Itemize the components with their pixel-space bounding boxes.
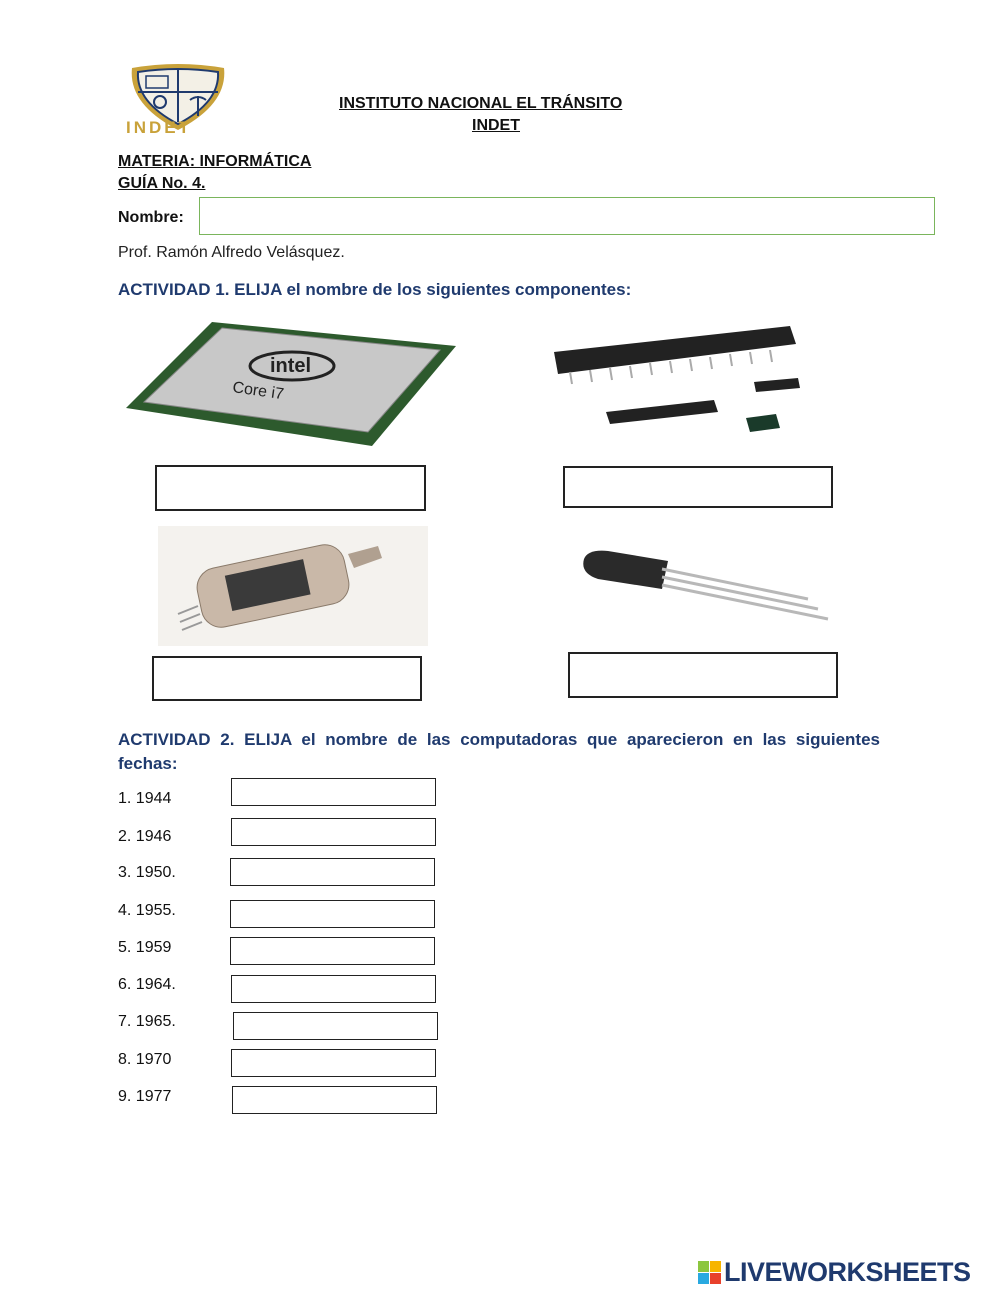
date-label-7: 7. 1965. <box>118 1013 176 1030</box>
date-answer-8[interactable] <box>231 1049 436 1077</box>
vacuum-tube-image <box>158 526 428 646</box>
date-answer-5[interactable] <box>230 937 435 965</box>
date-answer-9[interactable] <box>232 1086 437 1114</box>
ic-chips-image <box>550 322 810 437</box>
name-input[interactable] <box>199 197 935 235</box>
date-label-8: 8. 1970 <box>118 1051 172 1068</box>
activity1-title: ACTIVIDAD 1. ELIJA el nombre de los siguientes componentes: <box>118 280 632 299</box>
name-label: Nombre: <box>118 209 184 226</box>
date-answer-1[interactable] <box>231 778 436 806</box>
cpu-model: Core i7 <box>231 379 285 404</box>
transistor-image <box>578 545 833 625</box>
date-label-4: 4. 1955. <box>118 902 176 919</box>
date-label-5: 5. 1959 <box>118 939 172 956</box>
answer-box-processor[interactable] <box>155 465 426 511</box>
date-label-2: 2. 1946 <box>118 828 172 845</box>
date-label-1: 1. 1944 <box>118 790 172 807</box>
date-label-9: 9. 1977 <box>118 1088 172 1105</box>
subject-heading: MATERIA: INFORMÁTICA <box>118 153 312 170</box>
liveworksheets-logo <box>698 1257 971 1288</box>
date-answer-6[interactable] <box>231 975 436 1003</box>
institute-title: INSTITUTO NACIONAL EL TRÁNSITO <box>339 95 623 112</box>
answer-box-integrated-circuit[interactable] <box>563 466 833 508</box>
institute-acronym: INDET <box>472 117 520 134</box>
logo-text: INDET <box>126 118 192 137</box>
date-label-6: 6. 1964. <box>118 976 176 993</box>
date-answer-7[interactable] <box>233 1012 438 1040</box>
activity2-title: ACTIVIDAD 2. ELIJA el nombre de las computadoras que aparecieron en las siguientes fechas: <box>118 730 880 773</box>
indet-logo <box>122 64 234 142</box>
date-answer-3[interactable] <box>230 858 435 886</box>
date-answer-4[interactable] <box>230 900 435 928</box>
liveworksheets-brand: LIVEWORKSHEETS <box>724 1257 971 1287</box>
teacher-name: Prof. Ramón Alfredo Velásquez. <box>118 244 345 261</box>
answer-box-transistor[interactable] <box>568 652 838 698</box>
answer-box-vacuum-tube[interactable] <box>152 656 422 701</box>
intel-cpu-image <box>122 318 462 450</box>
date-label-3: 3. 1950. <box>118 864 176 881</box>
cpu-brand: intel <box>270 355 312 377</box>
date-answer-2[interactable] <box>231 818 436 846</box>
live-blocks-icon <box>698 1261 721 1284</box>
guide-heading: GUÍA No. 4. <box>118 175 206 192</box>
